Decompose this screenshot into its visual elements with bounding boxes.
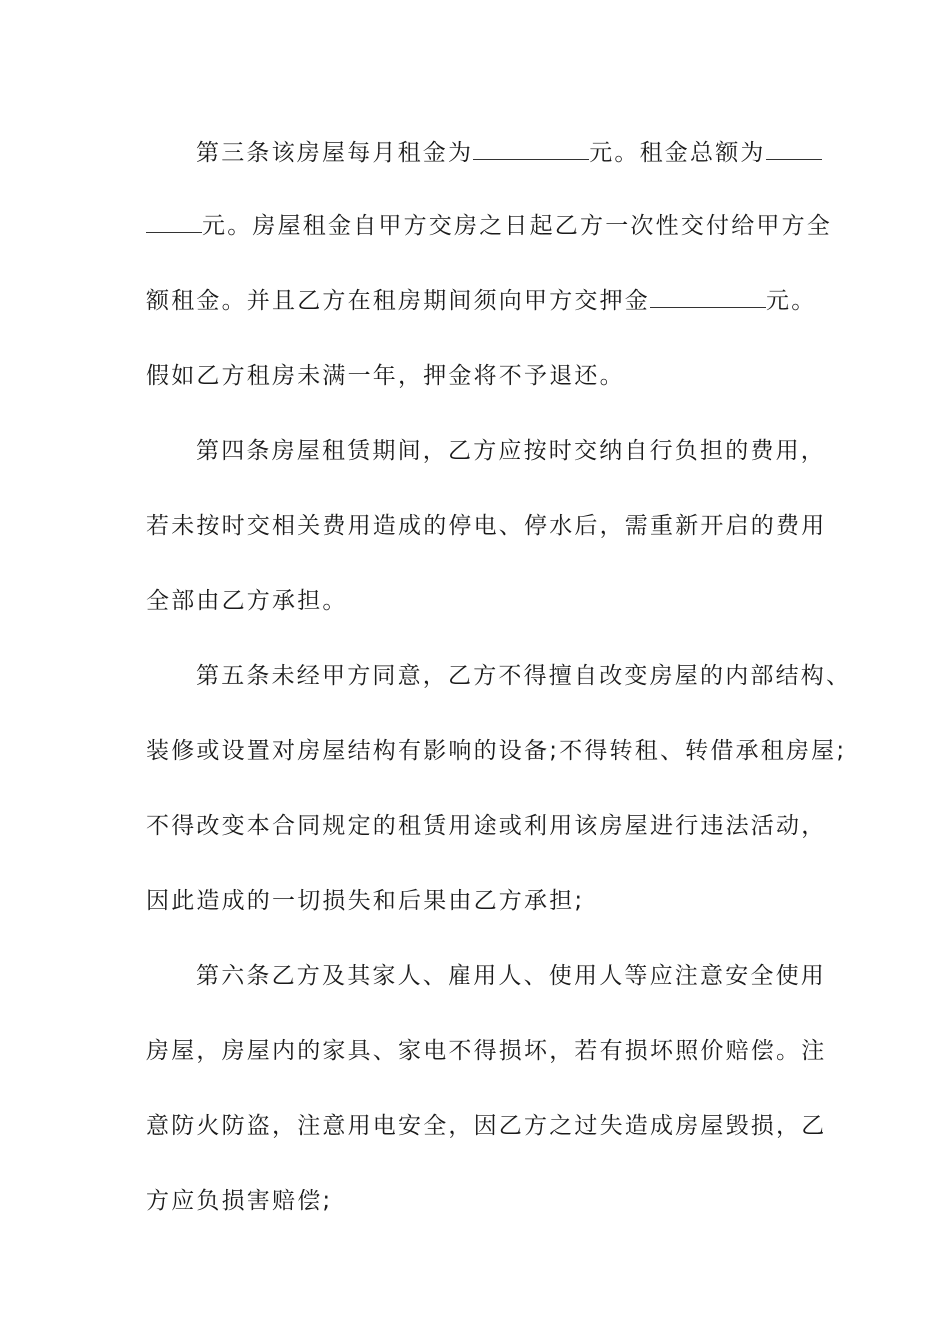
blank-field	[146, 212, 202, 233]
blank-field	[650, 287, 766, 308]
text-line: 方应负损害赔偿;	[146, 1188, 333, 1214]
blank-field	[473, 139, 589, 160]
text-line: 第五条未经甲方同意，乙方不得擅自改变房屋的内部结构、	[196, 663, 852, 689]
blank-field	[766, 139, 822, 160]
text-line	[196, 138, 866, 168]
text-line	[146, 286, 816, 316]
text-line: 房屋，房屋内的家具、家电不得损坏，若有损坏照价赔偿。注	[146, 1038, 827, 1064]
text-line: 若未按时交相关费用造成的停电、停水后，需重新开启的费用	[146, 513, 827, 539]
text-line: 第四条房屋租赁期间，乙方应按时交纳自行负担的费用，	[196, 438, 826, 464]
text-segment: 元。房屋租金自甲方交房之日起乙方一次性交付给甲方全	[202, 213, 832, 239]
text-segment: 元。租金总额为	[589, 140, 766, 166]
text-segment: 第三条该房屋每月租金为	[196, 140, 474, 166]
text-line: 因此造成的一切损失和后果由乙方承担;	[146, 888, 585, 914]
text-line: 全部由乙方承担。	[146, 588, 348, 614]
text-line: 不得改变本合同规定的租赁用途或利用该房屋进行违法活动，	[146, 813, 827, 839]
text-line: 假如乙方租房未满一年，押金将不予退还。	[146, 363, 625, 389]
text-line: 第六条乙方及其家人、雇用人、使用人等应注意安全使用	[196, 963, 826, 989]
text-line: 意防火防盗，注意用电安全，因乙方之过失造成房屋毁损，乙	[146, 1113, 827, 1139]
text-line: 装修或设置对房屋结构有影响的设备;不得转租、转借承租房屋;	[146, 738, 847, 764]
text-segment: 元。	[766, 288, 817, 314]
text-segment: 额租金。并且乙方在租房期间须向甲方交押金	[146, 288, 650, 314]
text-line	[146, 211, 832, 241]
